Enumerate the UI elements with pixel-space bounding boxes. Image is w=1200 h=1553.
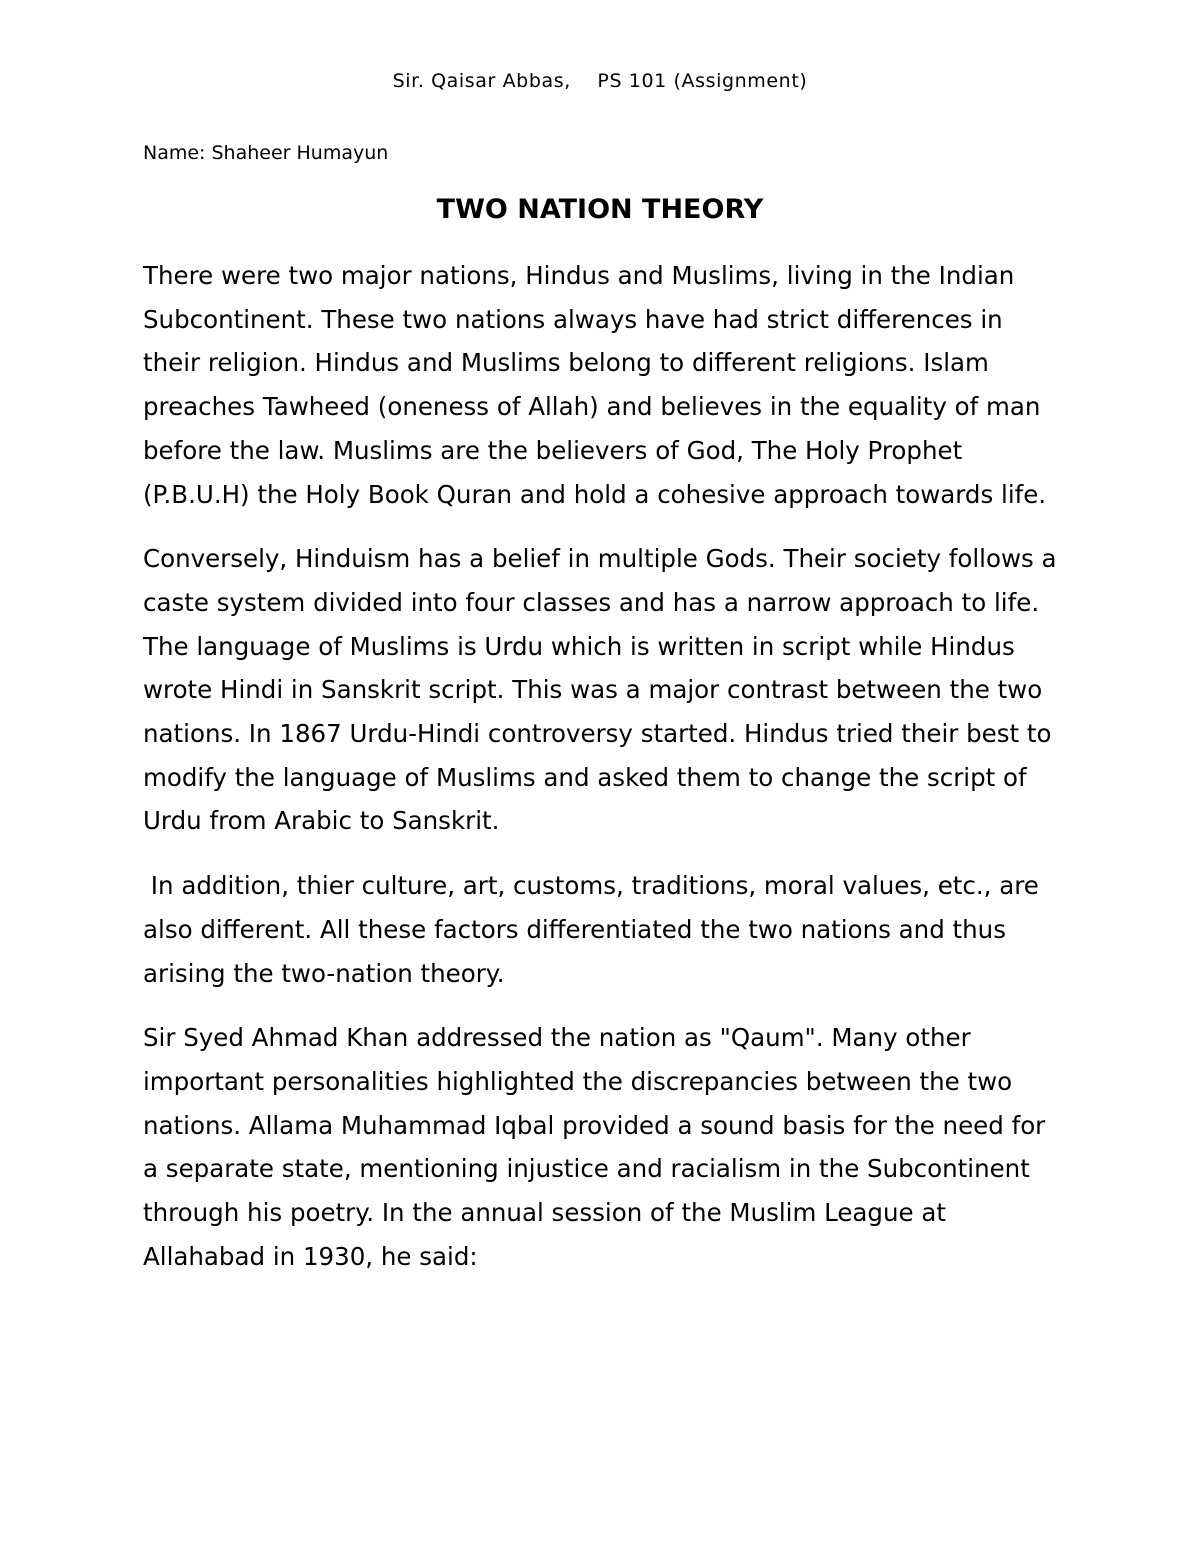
paragraph: There were two major nations, Hindus and Muslims, living in the Indian Subcontinent. These two nations always have had strict differences in their religion. Hindus and Muslims belong to different religions. Islam preaches Tawheed (oneness of Allah) and believes in the equality of man before the law. Muslims are the believers of God, The Holy Prophet (P.B.U.H) the Holy Book Quran and hold a cohesive approach towards life. [143,261,1049,509]
paragraph: Conversely, Hinduism has a belief in multiple Gods. Their society follows a caste system divided into four classes and has a narrow approach to life. The language of Muslims is Urdu which is written in script while Hindus wrote Hindi in Sanskrit script. This was a major contrast between the two nations. In 1867 Urdu-Hindi controversy started. Hindus tried their best to modify the language of Muslims and asked them to change the script of Urdu from Arabic to Sanskrit. [143,544,1065,836]
page-header: Sir. Qaisar Abbas, PS 101 (Assignment) [392,70,808,92]
document-title: TWO NATION THEORY [436,194,764,225]
paragraph: In addition, thier culture, art, customs, traditions, moral values, etc., are also different. All these factors differentiated the two nations and thus arising the two-nation theory. [143,871,1047,988]
student-name: Name: Shaheer Humayun [143,142,389,164]
document-body [143,254,1063,1299]
paragraph: Sir Syed Ahmad Khan addressed the nation as "Qaum". Many other important personalities highlighted the discrepancies between the two nations. Allama Muhammad Iqbal provided a sound basis for the need for a separate state, mentioning injustice and racialism in the Subcontinent through his poetry. In the annual session of the Muslim League at Allahabad in 1930, he said: [143,1023,1054,1271]
